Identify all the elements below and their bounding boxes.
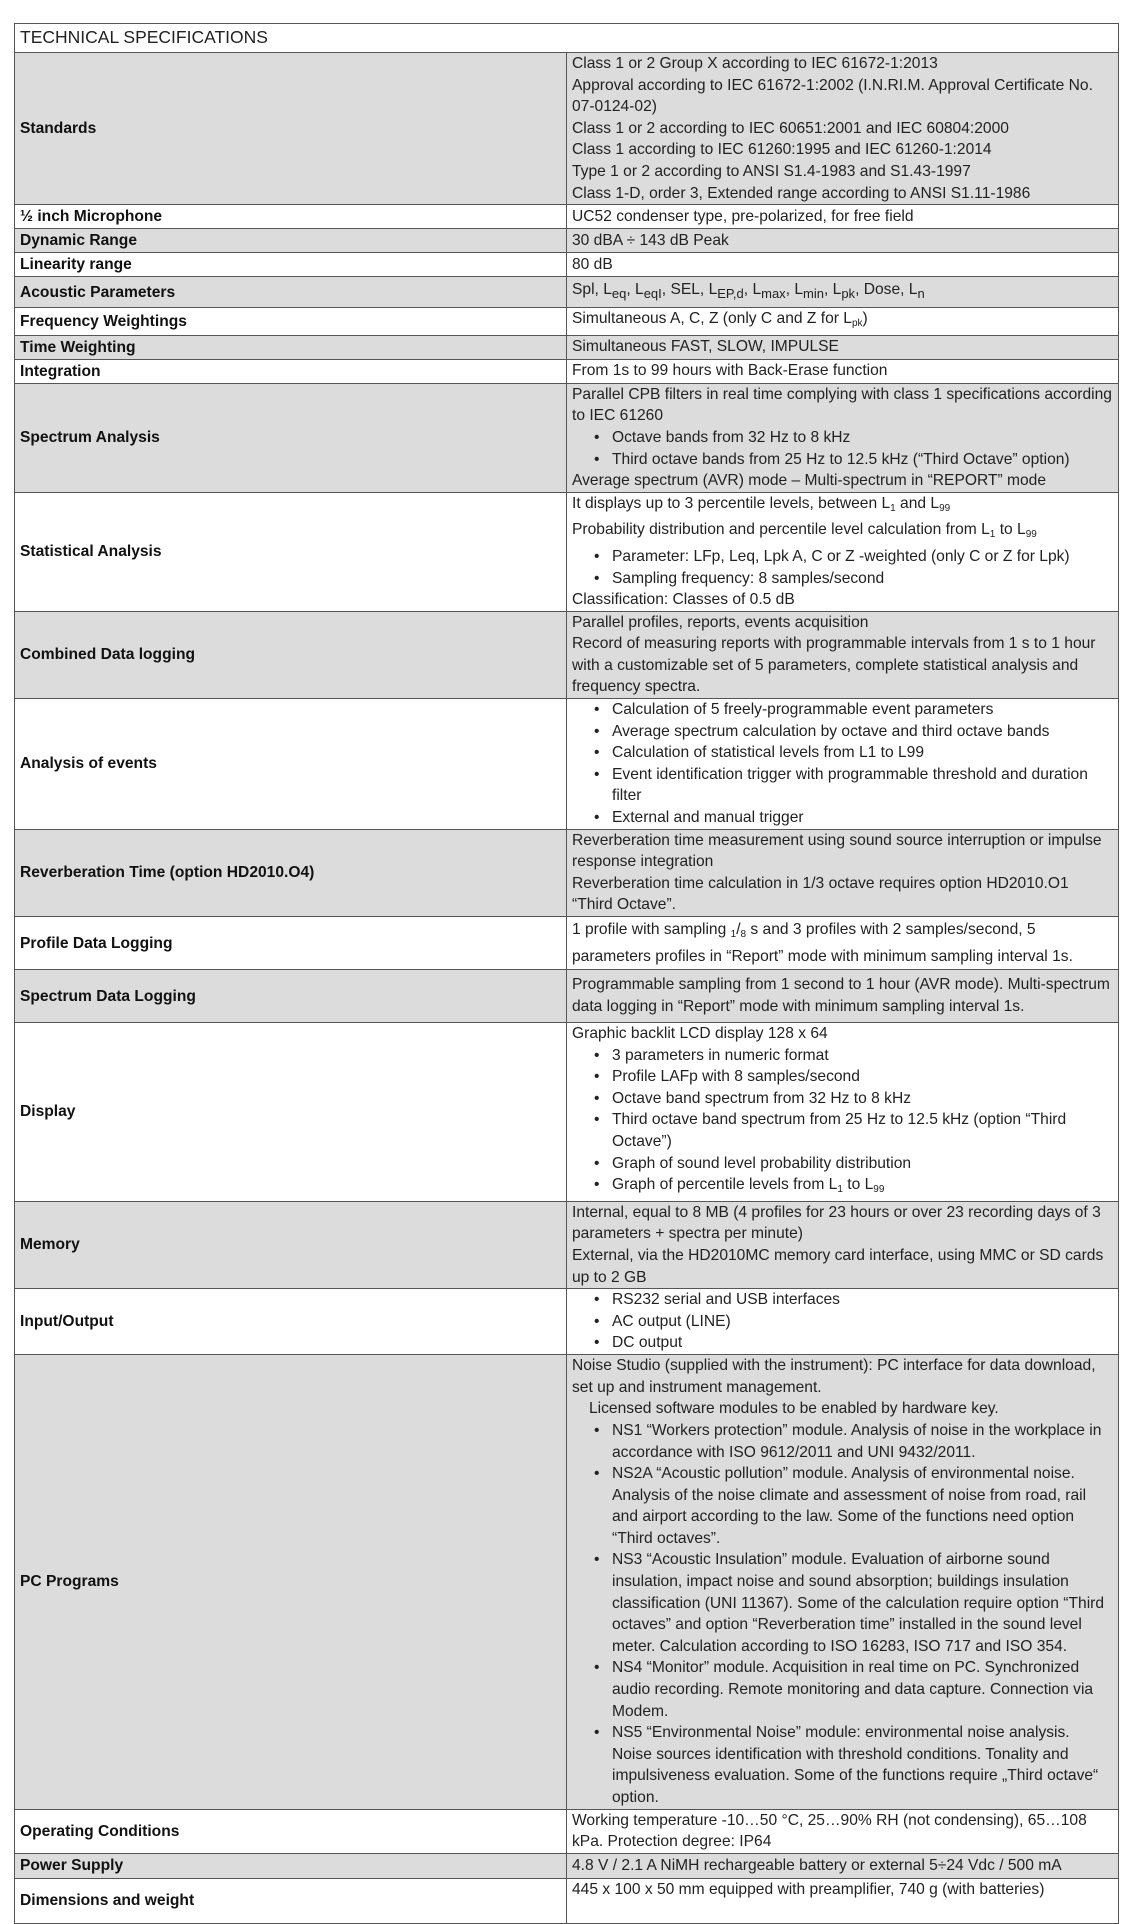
spec-value	[567, 205, 1119, 229]
spec-label: Operating Conditions	[15, 1809, 567, 1853]
spec-value-line: Graphic backlit LCD display 128 x 64	[572, 1025, 828, 1042]
spec-label: PC Programs	[15, 1355, 567, 1809]
spec-label: Standards	[15, 53, 567, 205]
spec-row-inch-microphone	[15, 205, 1119, 229]
subscript: EP,d	[717, 286, 744, 302]
subscript: eq	[611, 286, 627, 302]
spec-value	[567, 1289, 1119, 1355]
spec-bullet-item: • Event identification trigger with programmable threshold and duration filter	[572, 764, 1113, 807]
spec-bullet-item: • RS232 serial and USB interfaces	[572, 1289, 1113, 1311]
spec-bullet-item: • DC output	[572, 1332, 1113, 1354]
spec-value-line: Parallel CPB filters in real time complying with class 1 specifications according to IEC 61260	[572, 385, 1112, 425]
spec-row-dimensions-and-weight	[15, 1878, 1119, 1923]
spec-row-spectrum-analysis	[15, 383, 1119, 492]
text-fragment: Spl, L	[572, 281, 612, 299]
spec-label: Analysis of events	[15, 699, 567, 830]
table-title: TECHNICAL SPECIFICATIONS	[15, 24, 1119, 53]
spec-label: ½ inch Microphone	[15, 205, 567, 229]
spec-label: Power Supply	[15, 1853, 567, 1878]
spec-row-display	[15, 1023, 1119, 1202]
spec-bullet-item: • Calculation of 5 freely-programmable event parameters	[572, 699, 1113, 721]
text-fragment: Probability distribution and percentile level calculation from L	[572, 521, 990, 539]
spec-row-time-weighting	[15, 335, 1119, 359]
spec-label: Dimensions and weight	[15, 1878, 567, 1923]
subscript: 1	[989, 529, 996, 541]
spec-value	[567, 1201, 1119, 1288]
text-fragment: to L	[995, 521, 1026, 539]
spec-bullet-item: • NS3 “Acoustic Insulation” module. Evaluation of airborne sound insulation, impact noise and sound absorption; buildings insulation classification (UNI 11367). Some of the calculation require option “Third octaves” and option “Reverberation time” installed in the sound level meter. Calculation according to ISO 16283, ISO 717 and ISO 354.	[572, 1549, 1113, 1657]
spec-label: Frequency Weightings	[15, 308, 567, 336]
spec-value-line	[572, 279, 1113, 305]
spec-value-line: 30 dBA ÷ 143 dB Peak	[572, 231, 729, 249]
spec-row-combined-data-logging	[15, 611, 1119, 698]
spec-row-input-output	[15, 1289, 1119, 1355]
subscript: 99	[873, 1184, 885, 1196]
text-fragment: s and 3 profiles with 2 samples/second, 5 parameters profiles in “Report” mode with minimum sampling interval 1s.	[572, 920, 1073, 965]
subscript: pk	[841, 286, 856, 302]
spec-value-line: Licensed software modules to be enabled by hardware key.	[589, 1400, 999, 1418]
spec-value	[567, 492, 1119, 611]
spec-value	[567, 917, 1119, 970]
spec-value-line: Class 1 or 2 according to IEC 60651:2001 and IEC 60804:2000	[572, 119, 1009, 137]
spec-row-power-supply	[15, 1853, 1119, 1878]
spec-value-line: Parallel profiles, reports, events acquisition	[572, 613, 869, 631]
spec-value-line: External, via the HD2010MC memory card interface, using MMC or SD cards up to 2 GB	[572, 1246, 1104, 1286]
spec-value-line	[572, 919, 1113, 967]
spec-row-operating-conditions	[15, 1809, 1119, 1853]
spec-value-line: Internal, equal to 8 MB (4 profiles for 23 hours or over 23 recording days of 3 parameters + spectra per minute)	[572, 1203, 1101, 1243]
spec-bullet-item: • NS5 “Environmental Noise” module: environmental noise analysis. Noise sources identification with threshold conditions. Tonality and impulsiveness evaluation. Some of the functions require „Third octave“ option.	[572, 1722, 1113, 1808]
spec-value-line: Noise Studio (supplied with the instrument): PC interface for data download, set up and instrument management.	[572, 1357, 1096, 1396]
spec-row-standards	[15, 53, 1119, 205]
text-fragment: /	[736, 920, 741, 938]
spec-value-line: Class 1 according to IEC 61260:1995 and IEC 61260-1:2014	[572, 141, 992, 159]
spec-value-line: UC52 condenser type, pre-polarized, for free field	[572, 207, 914, 225]
subscript: 1	[837, 1184, 843, 1196]
text-fragment: to L	[842, 1176, 874, 1194]
spec-row-pc-programs	[15, 1355, 1119, 1809]
text-fragment: )	[862, 310, 868, 328]
technical-specifications-table	[14, 23, 1119, 1924]
spec-value	[567, 829, 1119, 916]
text-fragment: Graph of percentile levels from L	[612, 1176, 838, 1194]
spec-value-line: Classification: Classes of 0.5 dB	[572, 591, 795, 609]
spec-row-memory	[15, 1201, 1119, 1288]
subscript: n	[917, 286, 925, 302]
spec-bullet-item: • Sampling frequency: 8 samples/second	[572, 568, 1113, 590]
spec-row-spectrum-data-logging	[15, 970, 1119, 1023]
spec-value-line: From 1s to 99 hours with Back-Erase function	[572, 362, 888, 380]
spec-label: Spectrum Analysis	[15, 383, 567, 492]
text-fragment: , L	[626, 281, 644, 299]
spec-value-line: Reverberation time calculation in 1/3 octave requires option HD2010.O1 “Third Octave”.	[572, 874, 1069, 914]
spec-row-dynamic-range	[15, 229, 1119, 253]
spec-value-line: Reverberation time measurement using sound source interruption or impulse response integration	[572, 831, 1102, 871]
spec-bullet-item: • Third octave band spectrum from 25 Hz to 12.5 kHz (option “Third Octave”)	[572, 1109, 1113, 1152]
spec-value-line: Working temperature -10…50 °C, 25…90% RH (not condensing), 65…108 kPa. Protection degree: IP64	[572, 1811, 1087, 1851]
subscript: max	[761, 286, 786, 302]
spec-bullet-item	[572, 1174, 1113, 1201]
spec-value-line: Programmable sampling from 1 second to 1 hour (AVR mode). Multi-spectrum data logging in “Report” mode with minimum sampling interval 1s.	[572, 976, 1110, 1015]
spec-value-line	[572, 519, 1113, 546]
spec-bullet-item: • NS2A “Acoustic pollution” module. Analysis of environmental noise. Analysis of the noise climate and assessment of noise from road, rail and airport according to the law. Some of the functions need option “Third octaves”.	[572, 1463, 1113, 1549]
spec-label: Linearity range	[15, 253, 567, 277]
spec-bullet-item: • NS1 “Workers protection” module. Analysis of noise in the workplace in accordance with ISO 9612/2011 and UNI 9432/2011.	[572, 1420, 1113, 1463]
text-fragment: It displays up to 3 percentile levels, between L	[572, 494, 891, 512]
spec-value-line	[572, 493, 1113, 520]
spec-label: Acoustic Parameters	[15, 277, 567, 308]
spec-label: Input/Output	[15, 1289, 567, 1355]
spec-value	[567, 1355, 1119, 1809]
spec-value-line: Type 1 or 2 according to ANSI S1.4-1983 and S1.43-1997	[572, 162, 971, 180]
spec-value-line: Class 1 or 2 Group X according to IEC 61672-1:2013	[572, 55, 938, 72]
subscript: 8	[740, 928, 747, 940]
text-fragment: and L	[895, 494, 940, 512]
spec-value-line: Record of measuring reports with programmable intervals from 1 s to 1 hour with a customizable set of 5 parameters, complete statistical analysis and frequency spectra.	[572, 635, 1096, 696]
spec-label: Integration	[15, 359, 567, 383]
text-fragment: , L	[823, 281, 842, 299]
spec-value	[567, 277, 1119, 308]
spec-value	[567, 359, 1119, 383]
spec-label: Spectrum Data Logging	[15, 970, 567, 1023]
spec-value	[567, 1878, 1119, 1923]
spec-value-line: Average spectrum (AVR) mode – Multi-spectrum in “REPORT” mode	[572, 472, 1047, 490]
text-fragment: , SEL, L	[661, 281, 718, 299]
spec-row-analysis-of-events	[15, 699, 1119, 830]
spec-bullet-item: • Octave band spectrum from 32 Hz to 8 kHz	[572, 1088, 1113, 1110]
spec-row-integration	[15, 359, 1119, 383]
spec-label: Combined Data logging	[15, 611, 567, 698]
spec-label: Memory	[15, 1201, 567, 1288]
spec-value	[567, 611, 1119, 698]
spec-label: Profile Data Logging	[15, 917, 567, 970]
spec-bullet-item: • NS4 “Monitor” module. Acquisition in real time on PC. Synchronized audio recording. Remote monitoring and data capture. Connection via Modem.	[572, 1657, 1113, 1722]
text-fragment: , L	[785, 281, 804, 299]
spec-value-line: 80 dB	[572, 255, 613, 273]
spec-value-line: Simultaneous FAST, SLOW, IMPULSE	[572, 338, 839, 356]
subscript: 99	[939, 502, 951, 514]
spec-value-line: 4.8 V / 2.1 A NiMH rechargeable battery or external 5÷24 Vdc / 500 mA	[572, 1856, 1062, 1874]
subscript: pk	[851, 318, 863, 330]
spec-bullet-item: • 3 parameters in numeric format	[572, 1045, 1113, 1067]
spec-row-acoustic-parameters	[15, 277, 1119, 308]
spec-value-line: 445 x 100 x 50 mm equipped with preamplifier, 740 g (with batteries)	[572, 1880, 1045, 1898]
subscript: min	[803, 286, 824, 302]
spec-label: Display	[15, 1023, 567, 1202]
text-fragment: Simultaneous A, C, Z (only C and Z for L	[572, 310, 852, 328]
spec-bullet-item: • Parameter: LFp, Leq, Lpk A, C or Z -weighted (only C or Z for Lpk)	[572, 546, 1113, 568]
spec-value-line: Class 1-D, order 3, Extended range according to ANSI S1.11-1986	[572, 184, 1031, 202]
subscript: 1	[730, 928, 737, 940]
spec-value	[567, 970, 1119, 1023]
table-title-row	[15, 24, 1119, 53]
spec-value	[567, 1853, 1119, 1878]
spec-bullet-item: • Calculation of statistical levels from L1 to L99	[572, 742, 1113, 764]
spec-label: Time Weighting	[15, 335, 567, 359]
spec-row-frequency-weightings	[15, 308, 1119, 336]
spec-table-body	[15, 24, 1119, 1924]
spec-value	[567, 1809, 1119, 1853]
spec-bullet-item: • Third octave bands from 25 Hz to 12.5 kHz (“Third Octave” option)	[572, 449, 1113, 471]
text-fragment: , L	[743, 281, 762, 299]
spec-value	[567, 335, 1119, 359]
subscript: 1	[890, 502, 896, 514]
spec-row-profile-data-logging	[15, 917, 1119, 970]
spec-value	[567, 229, 1119, 253]
spec-value	[567, 1023, 1119, 1202]
subscript: eqI	[643, 286, 662, 302]
spec-label: Reverberation Time (option HD2010.O4)	[15, 829, 567, 916]
spec-bullet-item: • AC output (LINE)	[572, 1311, 1113, 1333]
spec-value	[567, 699, 1119, 830]
subscript: 99	[1025, 529, 1037, 541]
spec-bullet-item: • External and manual trigger	[572, 807, 1113, 829]
spec-label: Statistical Analysis	[15, 492, 567, 611]
spec-bullet-item: • Octave bands from 32 Hz to 8 kHz	[572, 427, 1113, 449]
spec-value	[567, 253, 1119, 277]
spec-value-line	[572, 308, 1113, 335]
spec-bullet-item: • Average spectrum calculation by octave and third octave bands	[572, 721, 1113, 743]
spec-row-reverberation-time-option-hd2010-o4	[15, 829, 1119, 916]
spec-value	[567, 383, 1119, 492]
spec-row-linearity-range	[15, 253, 1119, 277]
text-fragment: 1 profile with sampling	[572, 920, 731, 938]
spec-value-line: Approval according to IEC 61672-1:2002 (I.N.RI.M. Approval Certificate No. 07-0124-02)	[572, 76, 1093, 116]
spec-bullet-item: • Graph of sound level probability distribution	[572, 1153, 1113, 1175]
spec-row-statistical-analysis	[15, 492, 1119, 611]
text-fragment: , Dose, L	[855, 281, 918, 299]
spec-bullet-item: • Profile LAFp with 8 samples/second	[572, 1066, 1113, 1088]
spec-value	[567, 53, 1119, 205]
spec-value	[567, 308, 1119, 336]
spec-label: Dynamic Range	[15, 229, 567, 253]
